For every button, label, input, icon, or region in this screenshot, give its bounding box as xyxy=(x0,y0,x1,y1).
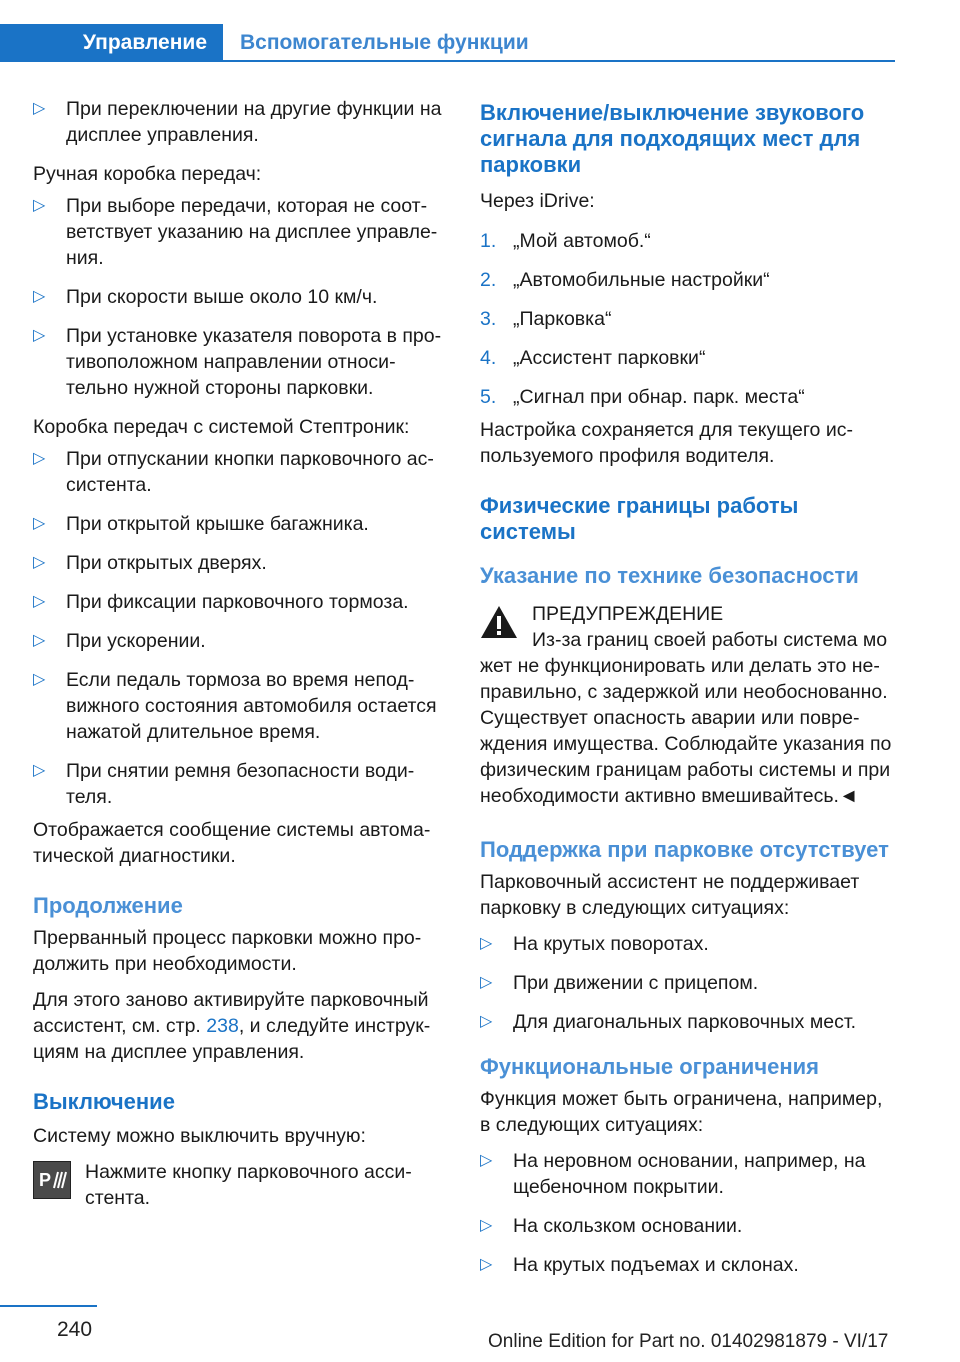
bullet-list-intro xyxy=(33,96,448,148)
triangle-bullet-icon: ▷ xyxy=(480,974,493,991)
parking-button-note: P Нажмите кнопку парковочного ассистента. xyxy=(33,1159,448,1211)
triangle-bullet-icon: ▷ xyxy=(33,327,46,344)
triangle-bullet-icon: ▷ xyxy=(480,1013,493,1030)
warning-triangle-icon xyxy=(480,605,518,639)
triangle-bullet-icon: ▷ xyxy=(33,632,46,649)
support-heading: Поддержка при парковке отсутствует xyxy=(480,837,889,862)
list-item: ▷ При ускорении. xyxy=(33,630,206,652)
list-item: ▷ Для диагональных парковочных мест. xyxy=(480,1011,857,1033)
support-text: Парковочный ассистент не поддерживает парковку в следующих ситуациях: xyxy=(480,871,860,919)
list-item: ▷ При переключении на другие функции на дисплее управления. xyxy=(33,98,442,146)
footer-rule xyxy=(0,1305,97,1307)
list-item: 3. „Парковка“ xyxy=(480,308,612,330)
warning-title: ПРЕДУПРЕЖДЕНИЕ xyxy=(532,603,724,625)
page-number: 240 xyxy=(57,1318,93,1341)
diagnostics-text: Отображается сообщение системы автоматической диагностики. xyxy=(33,819,431,867)
bullet-list-func xyxy=(480,1148,895,1278)
svg-text:P: P xyxy=(39,1170,52,1190)
right-column xyxy=(480,100,895,1291)
running-header xyxy=(0,24,895,62)
continue-paragraph-2: Для этого заново активируйте парковочный ассистент, см. стр. 238, и следуйте инструкциям на дисплее управления. xyxy=(33,989,431,1063)
list-item: ▷ На скользком основании. xyxy=(480,1215,743,1237)
list-item: ▷ При открытой крышке багажника. xyxy=(33,513,369,535)
list-item: ▷ При фиксации парковочного тормоза. xyxy=(33,591,409,613)
list-item: 1. „Мой автомоб.“ xyxy=(480,230,651,252)
triangle-bullet-icon: ▷ xyxy=(480,1256,493,1273)
header-tab-section[interactable]: Вспомогательные функции xyxy=(240,31,529,54)
list-item: ▷ На неровном основании, например, на щебеночном покрытии. xyxy=(480,1150,866,1198)
triangle-bullet-icon: ▷ xyxy=(480,1152,493,1169)
list-item: ▷ При открытых дверях. xyxy=(33,552,267,574)
off-heading: Выключение xyxy=(33,1089,175,1114)
limits-heading: Физические границы работы системы xyxy=(480,493,799,544)
bullet-list-manual xyxy=(33,193,448,401)
header-tab-control[interactable]: Управление xyxy=(0,24,223,62)
func-text: Функция может быть ограничена, например, в следующих ситуациях: xyxy=(480,1088,883,1136)
off-paragraph: Систему можно выключить вручную: xyxy=(33,1125,366,1147)
list-item: ▷ Если педаль тормоза во время неподвижного состояния автомобиля остается нажатой длительное время. xyxy=(33,669,437,743)
parking-assistant-button-icon xyxy=(33,1161,71,1199)
profile-text: Настройка сохраняется для текущего используемого профиля водителя. xyxy=(480,419,853,467)
warning-text: жет не функционировать или делать это неправильно, с задержкой или необоснованно. Существует опасность аварии или повреждения имущества. Соблюдайте указания по физическим границам работы системы и при необходимости активно вмешивайтесь.◄ xyxy=(480,655,892,807)
list-item: 2. „Автомобильные настройки“ xyxy=(480,269,770,291)
safety-heading: Указание по технике безопасности xyxy=(480,563,859,588)
triangle-bullet-icon: ▷ xyxy=(33,762,46,779)
continue-paragraph-1: Прерванный процесс парковки можно продолжить при необходимости. xyxy=(33,927,422,975)
triangle-bullet-icon: ▷ xyxy=(33,671,46,688)
continue-heading: Продолжение xyxy=(33,893,183,918)
list-item: ▷ На крутых подъемах и склонах. xyxy=(480,1254,799,1276)
list-item: ▷ При скорости выше около 10 км/ч. xyxy=(33,286,378,308)
list-item: 5. „Сигнал при обнар. парк. места“ xyxy=(480,386,805,408)
list-item: ▷ При движении с прицепом. xyxy=(480,972,759,994)
bullet-list-support xyxy=(480,931,895,1035)
steptronic-label: Коробка передач с системой Стептроник: xyxy=(33,416,410,438)
triangle-bullet-icon: ▷ xyxy=(33,197,46,214)
left-column xyxy=(33,100,448,1221)
list-item: ▷ При установке указателя поворота в противоположном направлении относительно нужной стороны парковки. xyxy=(33,325,442,399)
triangle-bullet-icon: ▷ xyxy=(33,288,46,305)
triangle-bullet-icon: ▷ xyxy=(33,515,46,532)
idrive-label: Через iDrive: xyxy=(480,190,595,212)
warning-block xyxy=(480,601,895,809)
list-item: ▷ При отпускании кнопки парковочного ассистента. xyxy=(33,448,434,496)
edition-text: Online Edition for Part no. 01402981879 - VI/17 xyxy=(488,1331,889,1352)
header-rule xyxy=(223,60,895,62)
list-item: ▷ На крутых поворотах. xyxy=(480,933,709,955)
sound-heading: Включение/выключение звукового сигнала для подходящих мест для парковки xyxy=(480,100,865,177)
list-item: 4. „Ассистент парковки“ xyxy=(480,347,706,369)
triangle-bullet-icon: ▷ xyxy=(33,593,46,610)
triangle-bullet-icon: ▷ xyxy=(480,935,493,952)
triangle-bullet-icon: ▷ xyxy=(480,1217,493,1234)
func-heading: Функциональные ограничения xyxy=(480,1054,819,1079)
triangle-bullet-icon: ▷ xyxy=(33,450,46,467)
page-reference-link[interactable]: 238 xyxy=(206,1015,239,1037)
triangle-bullet-icon: ▷ xyxy=(33,554,46,571)
triangle-bullet-icon: ▷ xyxy=(33,100,46,117)
list-item: ▷ При выборе передачи, которая не соответствует указанию на дисплее управления. xyxy=(33,195,438,269)
idrive-steps xyxy=(480,228,895,410)
warning-first-line: Из-за границ своей работы система мо xyxy=(532,629,888,651)
list-item: ▷ При снятии ремня безопасности водителя. xyxy=(33,760,415,808)
bullet-list-steptronic xyxy=(33,446,448,810)
manual-label: Ручная коробка передач: xyxy=(33,163,262,185)
